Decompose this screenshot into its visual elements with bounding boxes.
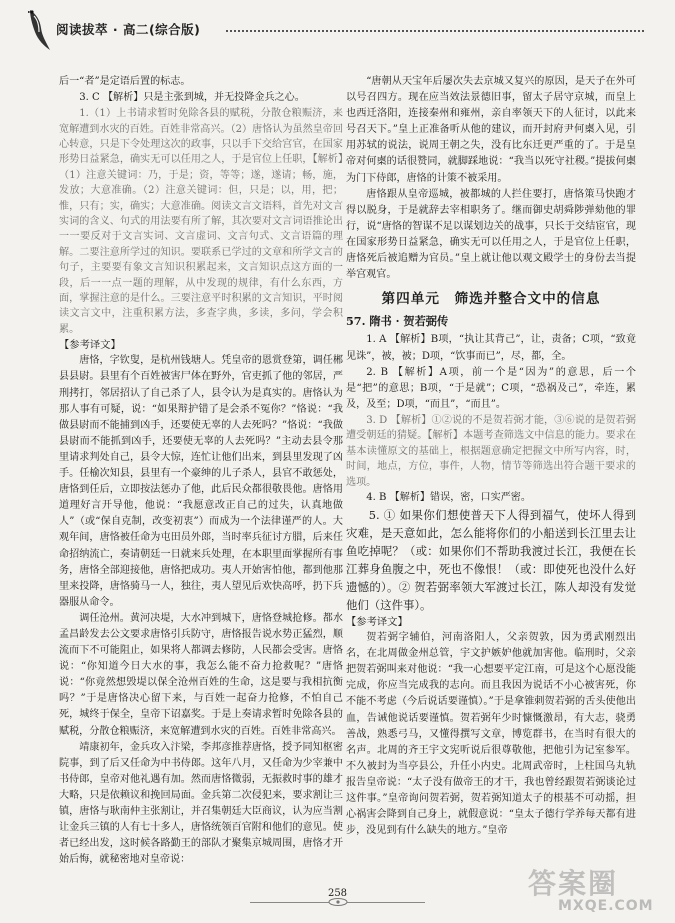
left-column bbox=[59, 74, 343, 868]
reference-translation-label: 【参考译文】 bbox=[59, 339, 121, 352]
series-title: 阅读拔萃 · 高二(综合版) bbox=[56, 22, 201, 37]
answer-item: 2. B 【解析】A项，前一个是“因为”的意思，后一个是“把”的意思；B项，“于是就”；C项，“恐祸及己”，牵连，累及，及至；D项，“而且”，“而且”。 bbox=[346, 366, 636, 410]
right-paragraph: 贺若弼字辅伯，河南洛阳人，父亲贺敦，因为勇武刚烈出名，在北周做金州总管，宇文护嫉妒他就加害他。临刑时，父亲把贺若弼叫来对他说：“我一心想要平定江南，可是这个心愿没能完成，你应当完成我的志向。而且我因为说话不小心被害死，你不能不考虑（今后说话要谨慎）。”于是拿锥刺贺若弼的舌头使他出血，告诫他说话要谨慎。贺若弼年少时慷慨激昂，有大志，骁勇善战，熟悉弓马，又懂得撰写文章，博览群书，在当时有很大的名声。北周的齐王宇文宪听说后很尊敬他，把他引为记室参军。不久被封为当亭县公，升任小内史。北周武帝时，上柱国乌丸轨报告皇帝说：“太子没有做帝王的才干，我也曾经跟贺若弼谈论过这件事。”皇帝询问贺若弼，贺若弼知道太子的根基不可动摇，担心祸害会降到自己身上，就假意说：“皇太子德行学养每天都有进步，没见到有什么缺失的地方。”皇帝 bbox=[346, 632, 636, 837]
watermark-url: MXQE.COM bbox=[558, 898, 654, 914]
answer-item: 4. B 【解析】错误，密，口实严密。 bbox=[366, 491, 531, 503]
left-paragraph: 调任沧州。黄河决堤，大水冲到城下，唐恪登城抢修。都水孟昌龄发去公文要求唐恪引兵防守，唐恪报告说水势正猛烈，顺流而下不可能阻止，如果将人都调去修防，人民都会受害。唐恪说：“你知道今日大水的事，我怎么能不奋力抢救呢？”唐恪说：“你竟然想毁堤以保全沧州百姓的生命，这是要与我相抗衡吗？”于是唐恪决心留下来，与百姓一起奋力抢修，不怕自己死，城终于保全，皇帝下诏嘉奖。于是上奏请求暂时免除各县的赋税，分散仓粮赈济，来宽解遭到水灾的百姓。百姓非常高兴。 bbox=[59, 612, 343, 737]
header-divider bbox=[226, 30, 644, 32]
reference-translation-label: 【参考译文】 bbox=[346, 616, 408, 628]
answer-item: 1. A 【解析】B项，“执让其背己”，让，责备；C项，“致竟见诛”，被，被；D项，“饮事而已”，尽，都，全。 bbox=[346, 334, 636, 362]
left-paragraph: 后一“者”是定语后置的标志。 bbox=[59, 76, 191, 87]
left-paragraph: 靖康初年，金兵攻入汴梁，李邦彦推荐唐恪，授予同知枢密院事，到了后又任命为中书侍郎。这年八月，又任命为少宰兼中书侍郎，皇帝对他礼遇有加。然而唐恪微弱，无振救时事的雄才大略，只是依赖议和挽回局面。金兵第二次侵犯来，要求割让三镇，唐恪与耿南仲主张割让，并召集朝廷大臣商议，认为应当割让金兵三镇的人有七十多人，唐恪统领百官附和他们的意见。使者已经出发，这时候各路勤王的部队才聚集京城周围，唐恪才开始后悔，就秘密地对皇帝说： bbox=[59, 741, 343, 866]
answer-item-faint: 3. D 【解析】①②说的不是贺若弼才能，③⑥说的是贺若弼遭受朝廷的猜疑。【解析】本题考查筛选文中信息的能力。要求在基本读懂原文的基础上，根据题意确定把握文中所写内容，时，时间，地点，方位，事件，人物，情节等筛选出符合题干要求的选项。 bbox=[346, 414, 636, 488]
right-paragraph: 唐恪跟从皇帝巡城，被都城的人拦住要打，唐恪策马快跑才得以脱身，于是就辞去宰相职务了。继而御史胡舜陟弹劾他的罪行，说“唐恪的智谋不足以谋划边关的战事，只长于交结宦官，现在国家形势日益紧急，确实无可以任用之人，于是官位上任职，唐恪死后被追赠为官员。”皇上就让他以观文殿学士的身份去当提举宫观官。 bbox=[346, 188, 636, 281]
left-paragraph: 唐恪，字钦叟，是杭州钱塘人。凭皇帝的恩赏登第，调任郴县县尉。县里有个百姓被害尸体在野外，官吏抓了他的邻居，严刑拷打，邻居招认了自己杀了人，县令认为是真实的。唐恪认为那人事有可疑，说：“如果辩护错了是会杀不冤你？”恪说：“我做县尉而不能捕到凶手，还要使无辜的人去死吗？”恪说：“我做县尉而不能抓到凶手，还要使无辜的人去死吗？”主动去县令那里请求判处自己，县令大惊，连忙让他们出来，到县里发现了凶手。任榆次知县，县里有一个豪绅的儿子杀人，县官不敢惩处，唐恪到任后，立即按法惩办了他，此后民众都很敬畏他。唐恪用道理好言开导他，他说：“我愿意改正自己的过失，认真地做人”（或“保自克制，改变初衷”）而成为一个法律谨严的人。大观年间，唐恪被任命为屯田员外郎，当时率兵征讨方腊，后来任命招纳流亡，奏请朝廷一日就来兵处理，在本职里面掌握所有事务，唐恪全部迎接他，唐恪把成功。夷人开始害怕他，都到他那里来投降，唐恪骑马一人，独往，夷人望见后欢快高呼，扔下兵器服从命令。 bbox=[59, 355, 343, 608]
bird-icon bbox=[26, 6, 52, 52]
page-header bbox=[0, 0, 675, 58]
left-paragraph-faint: 1.（1）上书请求暂时免除各县的赋税，分散仓粮赈济，来宽解遭到水灾的百姓。百姓非常高兴。（2）唐恪认为虽然皇帝回心转意，只是下令处理这次的政事，只以手下交给宫官，在国家形势日益紧急，确实无可以任用之人，于是官位上任职，【解析】（1）注意关键词：乃，于是；资，等等；遂，遂请；畅，施，发放；大意准确。（2）注意关键词：但，只是；以，用，把；惟，只有；实，确实；大意准确。阅读文言文语料，首先对文言实词的含义、句式的用法要有所了解，其次要对文言词语推论出一一要反对于文言实词、文言虚词、文言句式、文言语篇的理解。二要注意所学过的知识。要联系已学过的文章和所学文言的句子，主要要有象文言知识积累起来，文言知识点这方面的一段，后一一点一题的理解，从中发现的规律，有什么东西，方面，掌握注意的是什么。三要注意平时积累的文言知识，平时阅读文言文中，注重积累方法，多查字典，多读，多问，学会积累。 bbox=[59, 108, 343, 335]
right-column bbox=[346, 74, 636, 839]
unit-title: 第四单元 筛选并整合文中的信息 bbox=[381, 291, 601, 308]
right-paragraph: “唐朝从天宝年后屡次失去京城又复兴的原因，是天子在外可以号召四方。现在应当效法景德旧事，留太子居守京城，而皇上也西迁洛阳，连接秦州和雍州，亲自率领天下的人征讨，以此来号召天下。”皇上正准备听从他的建议，而开封府尹何㮚入见，引用苏轼的说法，说周王朝之失，没有比东迁更严重的了。于是皇帝对何㮚的话很赞同，就脚踩地说：“我当以死守社稷。”提拔何㮚为门下侍郎，唐恪的计策不被采用。 bbox=[346, 76, 636, 184]
section-title: 57. 隋书 · 贺若弼传 bbox=[346, 314, 449, 329]
ornament-icon bbox=[327, 897, 349, 907]
watermark bbox=[522, 862, 662, 916]
page-number: 258 bbox=[327, 888, 348, 899]
answer-item-large: 5. ① 如果你们想使普天下人得到福气，使坏人得到灾难，是天意如此，怎么能将你们的小船送到长江里去让鱼吃掉呢？（或：如果你们不帮助我渡过长江，我便在长江葬身鱼腹之中，死也不像恨！（或：即使死也没什么好遗憾的）。② 贺若弼率领大军渡过长江，陈人却没有发觉他们（这件事）。 bbox=[346, 508, 636, 612]
watermark-logo-text: 答案圈 bbox=[528, 867, 619, 900]
left-paragraph: 3. C 【解析】只是主张到城，并无投降金兵之心。 bbox=[79, 92, 305, 104]
